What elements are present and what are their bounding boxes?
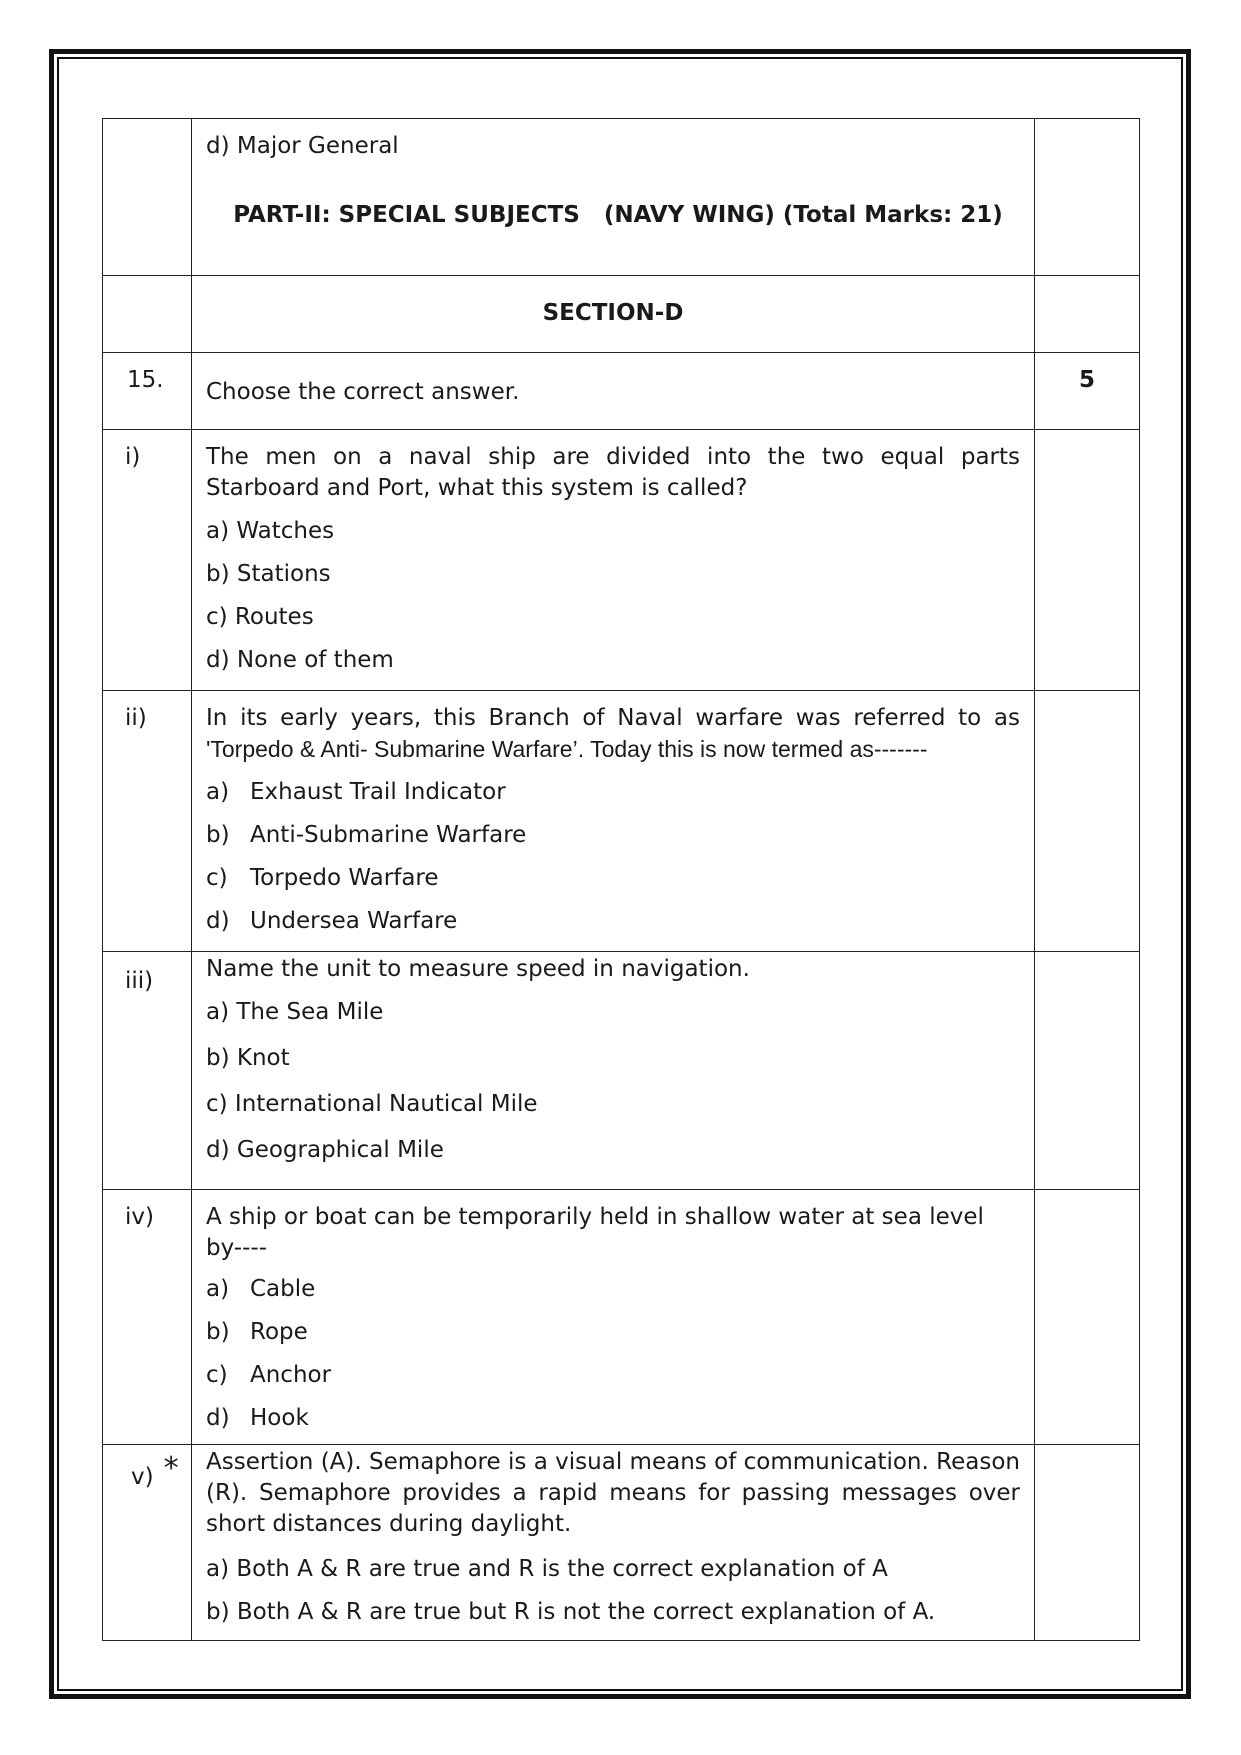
option-text: Rope: [250, 1319, 308, 1345]
option-item: [206, 1403, 1020, 1434]
option-letter: c): [206, 865, 228, 891]
content-cell: [192, 952, 1035, 1190]
table-row-qiv: [103, 1190, 1140, 1445]
option-text: Exhaust Trail Indicator: [250, 779, 506, 805]
table-row-qv: [103, 1445, 1140, 1641]
question-text: Name the unit to measure speed in navigation.: [206, 956, 750, 982]
content-cell: [192, 691, 1035, 952]
option-item: d) Geographical Mile: [206, 1137, 444, 1163]
option-letter: a): [206, 1276, 230, 1302]
content-cell: [192, 1445, 1035, 1641]
part-heading: PART-II: SPECIAL SUBJECTS (NAVY WING) (Total Marks: 21): [233, 202, 1003, 228]
marks-cell: [1035, 1190, 1140, 1445]
option-text: Anchor: [250, 1362, 332, 1388]
table-row-qi: [103, 430, 1140, 691]
number-cell: [103, 1445, 192, 1641]
question-text: Assertion (A). Semaphore is a visual means of communication. Reason (R). Semaphore provides a rapid means for passing messages over short distances during daylight.: [206, 1449, 1020, 1537]
table-row-section: [103, 276, 1140, 353]
option-item: [206, 1274, 1020, 1305]
section-heading: SECTION-D: [542, 300, 684, 326]
option-letter: a): [206, 779, 230, 805]
question-text: In its early years, this Branch of Naval warfare was referred to as: [206, 705, 1020, 731]
option-item: d) None of them: [206, 647, 394, 673]
marks-value: 5: [1035, 353, 1140, 430]
option-item: a) Both A & R are true and R is the correct explanation of A: [206, 1556, 888, 1582]
option-item: [206, 863, 1020, 894]
table-row-continuation: [103, 119, 1140, 276]
marks-cell: [1035, 276, 1140, 353]
question-text: A ship or boat can be temporarily held in shallow water at sea level by----: [206, 1204, 984, 1261]
table-row-q15: [103, 353, 1140, 430]
content-cell: [192, 430, 1035, 691]
option-letter: d): [206, 1405, 230, 1431]
option-text: Cable: [250, 1276, 316, 1302]
option-item: c) Routes: [206, 604, 314, 630]
option-d-major-general: d) Major General: [206, 133, 399, 159]
table-row-qii: [103, 691, 1140, 952]
option-item: a) Watches: [206, 518, 335, 544]
question-number: 15.: [103, 353, 192, 430]
table-row-qiii: [103, 952, 1140, 1190]
question-text-continued: 'Torpedo & Anti- Submarine Warfare’. Today this is now termed as-------: [206, 736, 928, 762]
content-cell: [192, 119, 1035, 276]
option-item: [206, 1317, 1020, 1348]
asterisk-mark: *: [163, 1451, 179, 1486]
content-cell: [192, 276, 1035, 353]
question-text: Choose the correct answer.: [192, 353, 1035, 430]
question-table: [102, 118, 1140, 1641]
question-number: i): [103, 430, 192, 691]
option-text: Undersea Warfare: [250, 908, 458, 934]
option-letter: b): [206, 1319, 230, 1345]
option-item: b) Both A & R are true but R is not the correct explanation of A.: [206, 1599, 936, 1625]
option-item: a) The Sea Mile: [206, 999, 384, 1025]
option-item: [206, 1360, 1020, 1391]
option-text: Anti-Submarine Warfare: [250, 822, 527, 848]
option-item: [206, 820, 1020, 851]
option-letter: c): [206, 1362, 228, 1388]
marks-cell: [1035, 119, 1140, 276]
option-letter: d): [206, 908, 230, 934]
number-cell: [103, 119, 192, 276]
option-item: b) Stations: [206, 561, 331, 587]
question-number: iii): [103, 952, 192, 1190]
option-item: b) Knot: [206, 1045, 290, 1071]
content-cell: [192, 1190, 1035, 1445]
question-text: The men on a naval ship are divided into the two equal parts Starboard and Port, what this system is called?: [206, 444, 1020, 501]
marks-cell: [1035, 1445, 1140, 1641]
question-number: ii): [103, 691, 192, 952]
option-item: c) International Nautical Mile: [206, 1091, 538, 1117]
number-cell: [103, 276, 192, 353]
option-text: Hook: [250, 1405, 309, 1431]
option-item: [206, 906, 1020, 937]
marks-cell: [1035, 952, 1140, 1190]
option-item: [206, 777, 1020, 808]
question-number: iv): [103, 1190, 192, 1445]
question-number: v): [131, 1464, 154, 1490]
option-text: Torpedo Warfare: [250, 865, 439, 891]
marks-cell: [1035, 430, 1140, 691]
marks-cell: [1035, 691, 1140, 952]
option-letter: b): [206, 822, 230, 848]
